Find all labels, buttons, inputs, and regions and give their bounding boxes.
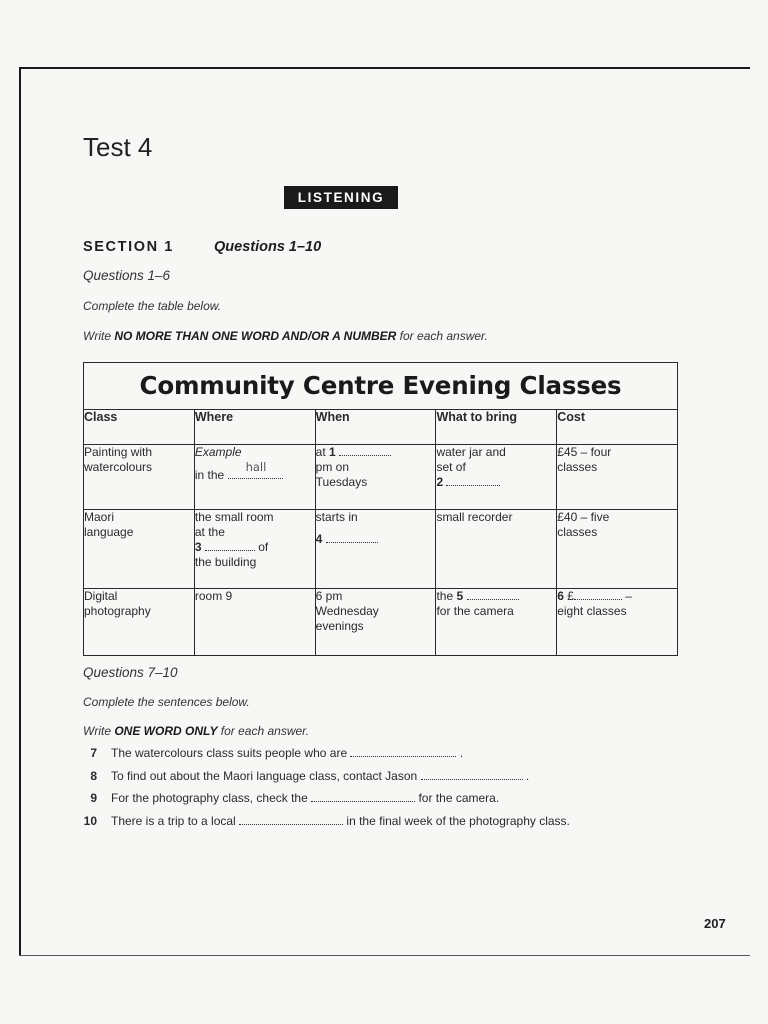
- cell-where: the small room at the 3 of the building: [194, 510, 315, 589]
- answer-blank-3[interactable]: [205, 540, 255, 551]
- cell-class: Painting with watercolours: [84, 445, 195, 510]
- header-when: When: [315, 410, 436, 445]
- header-what-to-bring: What to bring: [436, 410, 557, 445]
- answer-blank-9[interactable]: [311, 791, 415, 802]
- header-where: Where: [194, 410, 315, 445]
- listening-badge: LISTENING: [284, 186, 398, 209]
- question-number: 1: [329, 445, 336, 459]
- cell-class: Maori language: [84, 510, 195, 589]
- part1-rule: Write NO MORE THAN ONE WORD AND/OR A NUMBER for each answer.: [83, 329, 488, 343]
- table-row: [84, 445, 678, 510]
- cell-what-to-bring: small recorder: [436, 510, 557, 589]
- table-header-row: [84, 410, 678, 445]
- answer-blank-5[interactable]: [467, 589, 519, 600]
- question-number: 6: [557, 589, 564, 603]
- cell-what-to-bring: the 5 for the camera: [436, 589, 557, 656]
- part2-rule: Write ONE WORD ONLY for each answer.: [83, 724, 310, 738]
- sentence-item: 10 There is a trip to a local in the final week of the photography class.: [83, 813, 570, 828]
- cell-class: Digital photography: [84, 589, 195, 656]
- question-number: 3: [194, 540, 202, 554]
- answer-blank-2[interactable]: [446, 475, 500, 486]
- cell-cost: £45 – four classes: [557, 445, 678, 510]
- cell-when: starts in 4: [315, 510, 436, 589]
- header-cost: Cost: [557, 410, 678, 445]
- test-title: Test 4: [83, 132, 153, 162]
- cell-what-to-bring: water jar and set of 2: [436, 445, 557, 510]
- cell-cost: 6 £ – eight classes: [557, 589, 678, 656]
- part2-instruction: Complete the sentences below.: [83, 695, 250, 709]
- example-label: Example: [194, 445, 242, 459]
- cell-when: 6 pm Wednesday evenings: [315, 589, 436, 656]
- page-number: 207: [704, 916, 726, 931]
- part2-heading: Questions 7–10: [83, 665, 178, 680]
- example-answer-blank: [228, 460, 283, 479]
- part1-instruction: Complete the table below.: [83, 299, 222, 313]
- part1-rule-emphasis: NO MORE THAN ONE WORD AND/OR A NUMBER: [114, 329, 397, 343]
- answer-blank-8[interactable]: [421, 769, 523, 780]
- example-answer: hall: [245, 460, 267, 474]
- answer-blank-4[interactable]: [326, 532, 378, 543]
- table-row: [84, 589, 678, 656]
- question-number: 5: [456, 589, 464, 603]
- top-rule: [19, 67, 750, 69]
- answer-blank-7[interactable]: [350, 746, 456, 757]
- question-number: 4: [315, 532, 323, 546]
- table-row: [84, 510, 678, 589]
- cell-cost: £40 – five classes: [557, 510, 678, 589]
- table-title: Community Centre Evening Classes: [84, 363, 678, 410]
- cell-when: at 1 pm on Tuesdays: [315, 445, 436, 510]
- header-class: Class: [84, 410, 195, 445]
- sentence-item: 9 For the photography class, check the for the camera.: [90, 791, 500, 805]
- sentence-list: [83, 746, 643, 836]
- sentence-item: 8 To find out about the Maori language class, contact Jason .: [90, 768, 530, 783]
- section-label: SECTION 1: [83, 239, 174, 255]
- answer-blank-10[interactable]: [239, 814, 343, 825]
- left-rule: [19, 68, 21, 956]
- question-number: 2: [436, 475, 444, 489]
- cell-where: room 9: [194, 589, 315, 656]
- answer-blank-6[interactable]: [574, 589, 622, 600]
- cell-where: Example in the hall: [194, 445, 315, 510]
- bottom-rule: [19, 955, 750, 956]
- classes-table: [83, 362, 678, 656]
- section-questions: Questions 1–10: [214, 239, 322, 255]
- part1-heading: Questions 1–6: [83, 268, 171, 283]
- sentence-item: 7 The watercolours class suits people who are .: [90, 746, 464, 760]
- part2-rule-emphasis: ONE WORD ONLY: [114, 724, 218, 738]
- answer-blank-1[interactable]: [339, 445, 391, 456]
